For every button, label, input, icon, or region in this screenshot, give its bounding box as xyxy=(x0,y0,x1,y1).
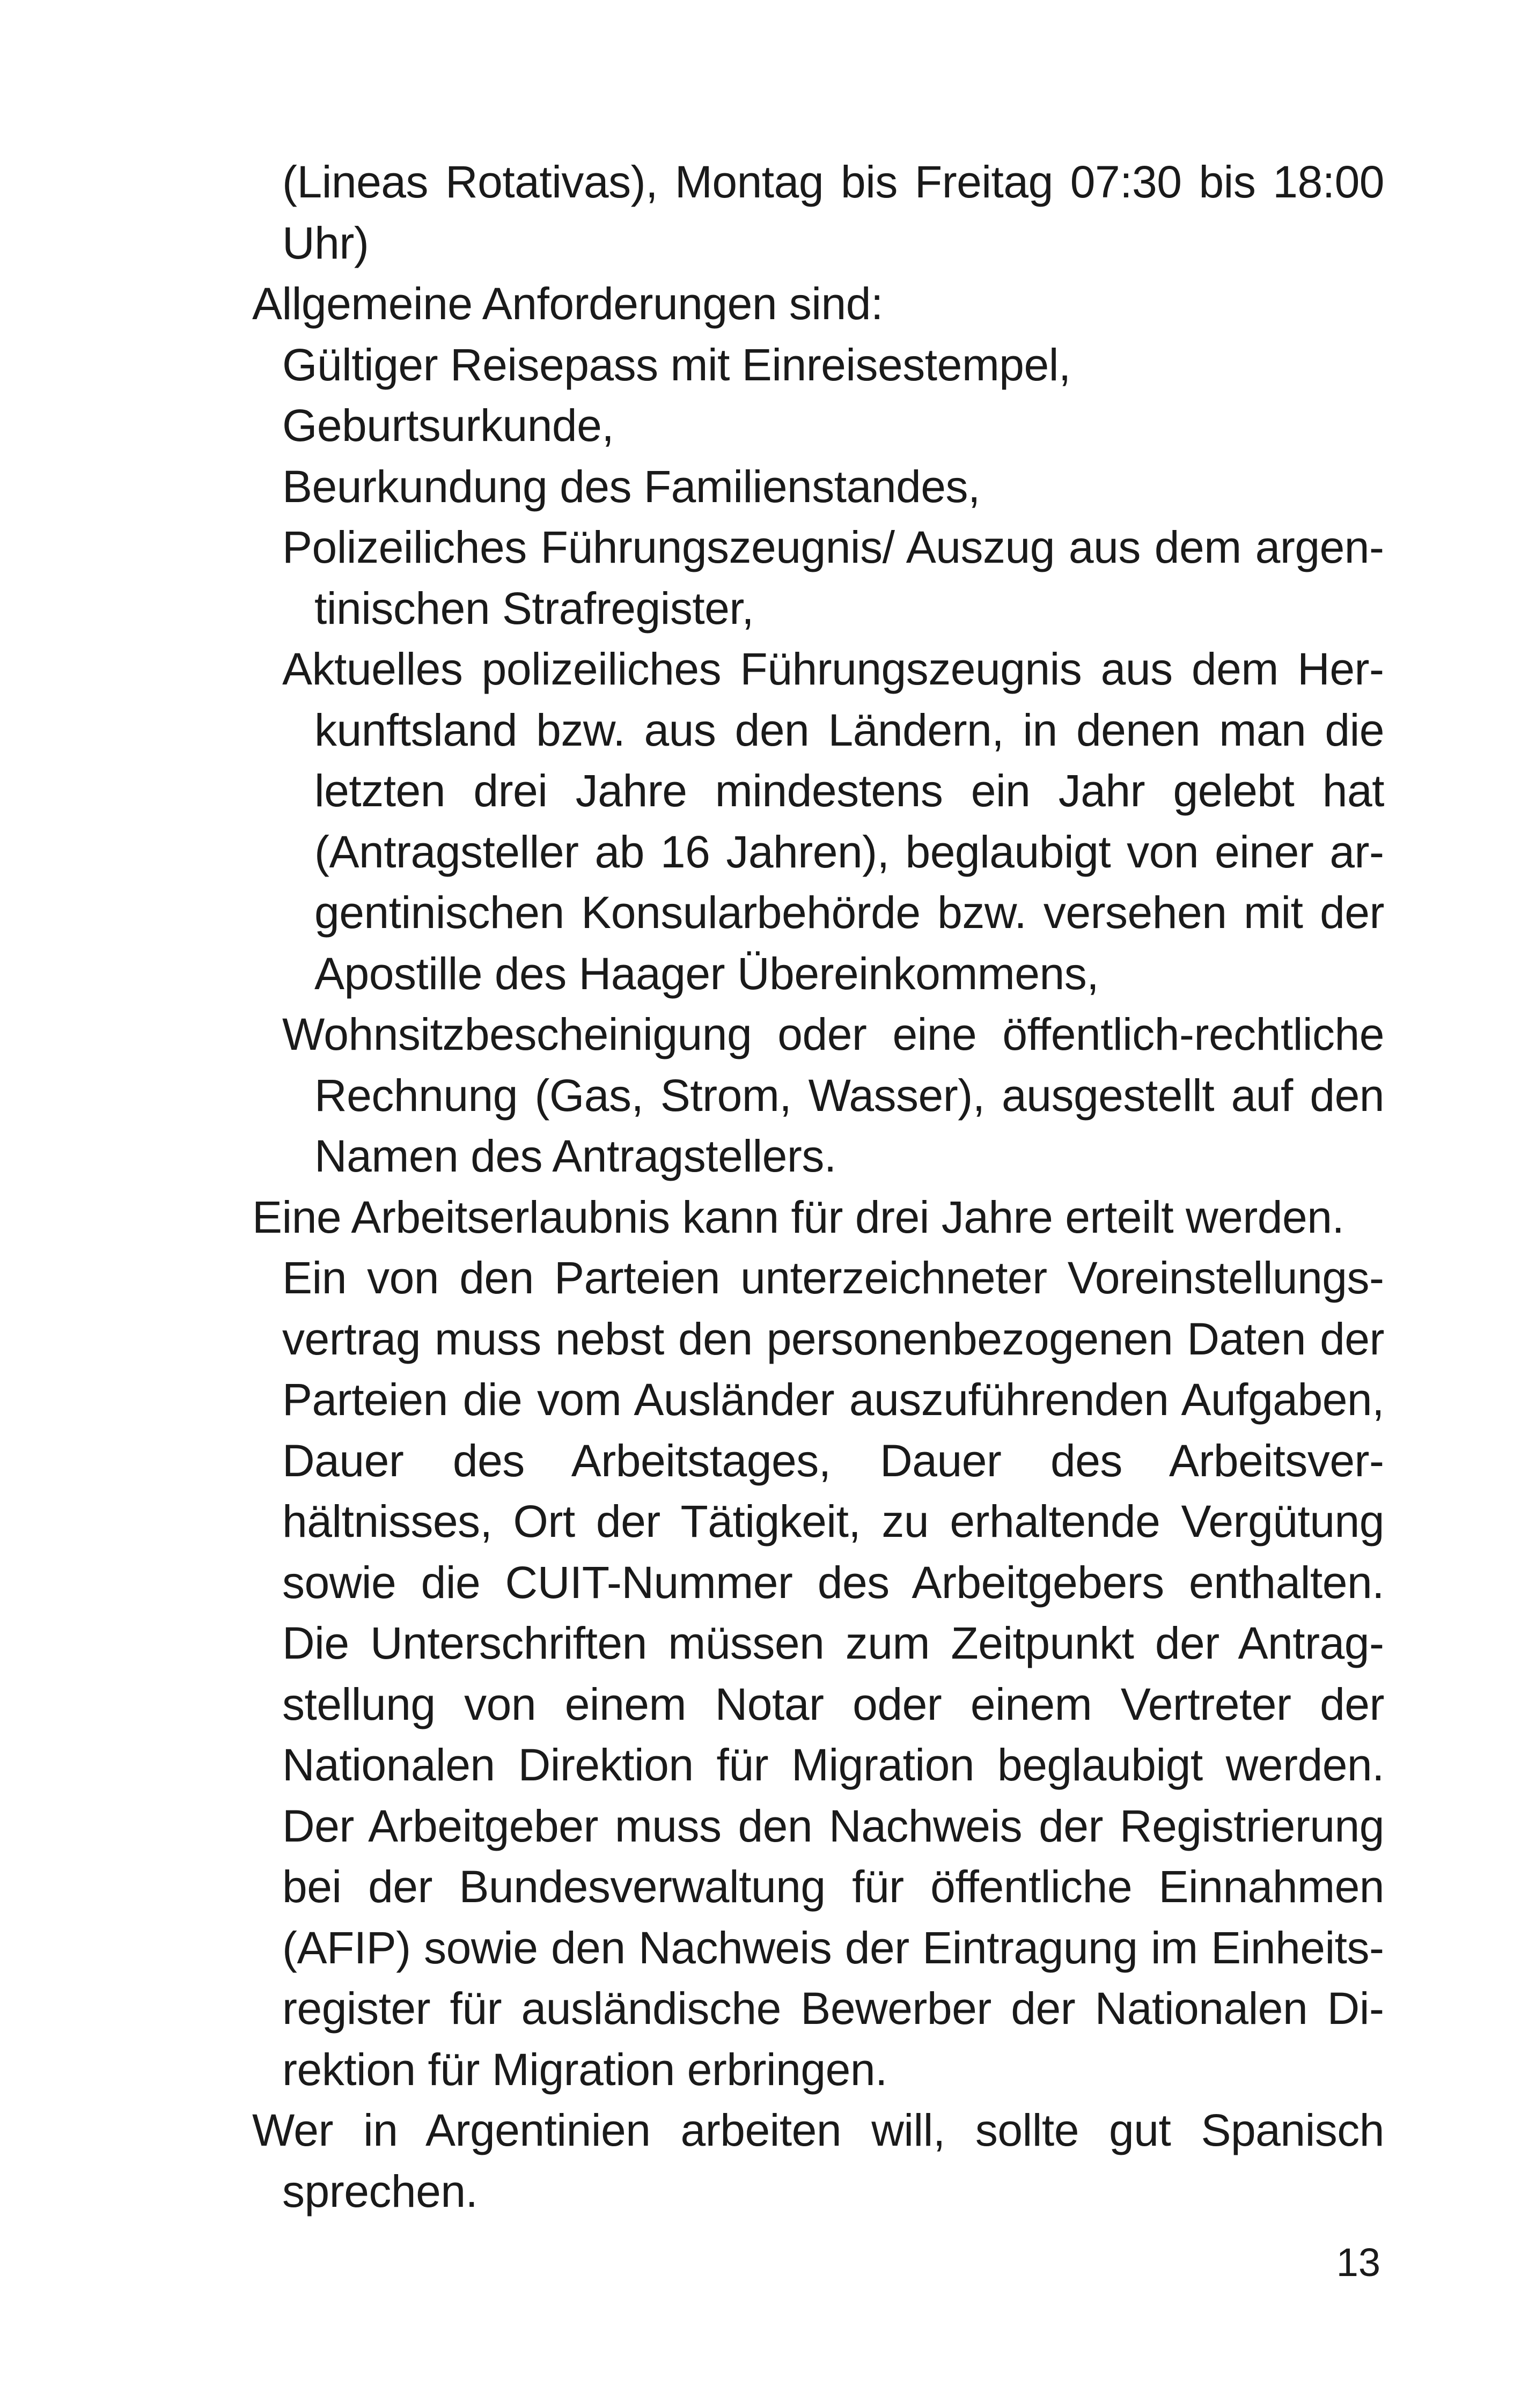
page-number: 13 xyxy=(1336,2240,1380,2285)
paragraph-work-permit: Eine Arbeitserlaubnis kann für drei Jahre erteilt werden. xyxy=(252,1191,1344,1242)
paragraph-general-requirements-heading: Allgemeine Anforderungen sind: xyxy=(252,278,883,329)
paragraph-office-hours: (Lineas Rotativas), Montag bis Freitag 07:30 bis 18:00 Uhr) xyxy=(282,157,1384,268)
list-item-residence-certificate: Wohnsitzbescheinigung oder eine öffentlich-rechtliche Rechnung (Gas, Strom, Wasser), ausgestellt auf den Namen des Antragstellers. xyxy=(282,1009,1384,1181)
list-item-passport: Gültiger Reisepass mit Einreisestempel, xyxy=(282,339,1071,390)
list-item-marital-status: Beurkundung des Familienstandes, xyxy=(282,461,980,512)
list-item-criminal-record-origin: Aktuelles polizeiliches Führungszeugnis aus dem Herkunftsland bzw. aus den Ländern, in denen man die letzten drei Jahre mindestens ein Jahr gelebt hat (Antragsteller ab 16 Jahren), beglaubigt von einer argentinischen Konsularbehörde bzw. versehen mit der Apostille des Haager Übereinkommens, xyxy=(282,644,1384,999)
paragraph-employment-contract: Ein von den Parteien unterzeichneter Voreinstellungsvertrag muss nebst den personenbezogenen Daten der Parteien die vom Ausländer auszuführenden Aufgaben, Dauer des Arbeitstages, Dauer des Arbeitsverhältnisses, Ort der Tätigkeit, zu erhaltende Vergütung sowie die CUIT-Nummer des Arbeitgebers enthalten. Die Unterschriften müssen zum Zeitpunkt der Antragstellung von einem Notar oder einem Vertreter der Nationalen Direktion für Migration beglaubigt werden. Der Arbeitgeber muss den Nachweis der Registrierung bei der Bundesverwaltung für öffentliche Einnahmen (AFIP) sowie den Nachweis der Eintragung im Einheitsregister für ausländische Bewerber der Nationalen Direktion für Migration erbringen. xyxy=(282,1253,1384,2095)
list-item-birth-certificate: Geburtsurkunde, xyxy=(282,400,614,451)
paragraph-spanish-advice: Wer in Argentinien arbeiten will, sollte gut Spanisch sprechen. xyxy=(252,2105,1384,2216)
list-item-criminal-record-argentina: Polizeiliches Führungszeugnis/ Auszug aus dem argentinischen Strafregister, xyxy=(282,522,1384,634)
body-text xyxy=(252,152,1384,2222)
